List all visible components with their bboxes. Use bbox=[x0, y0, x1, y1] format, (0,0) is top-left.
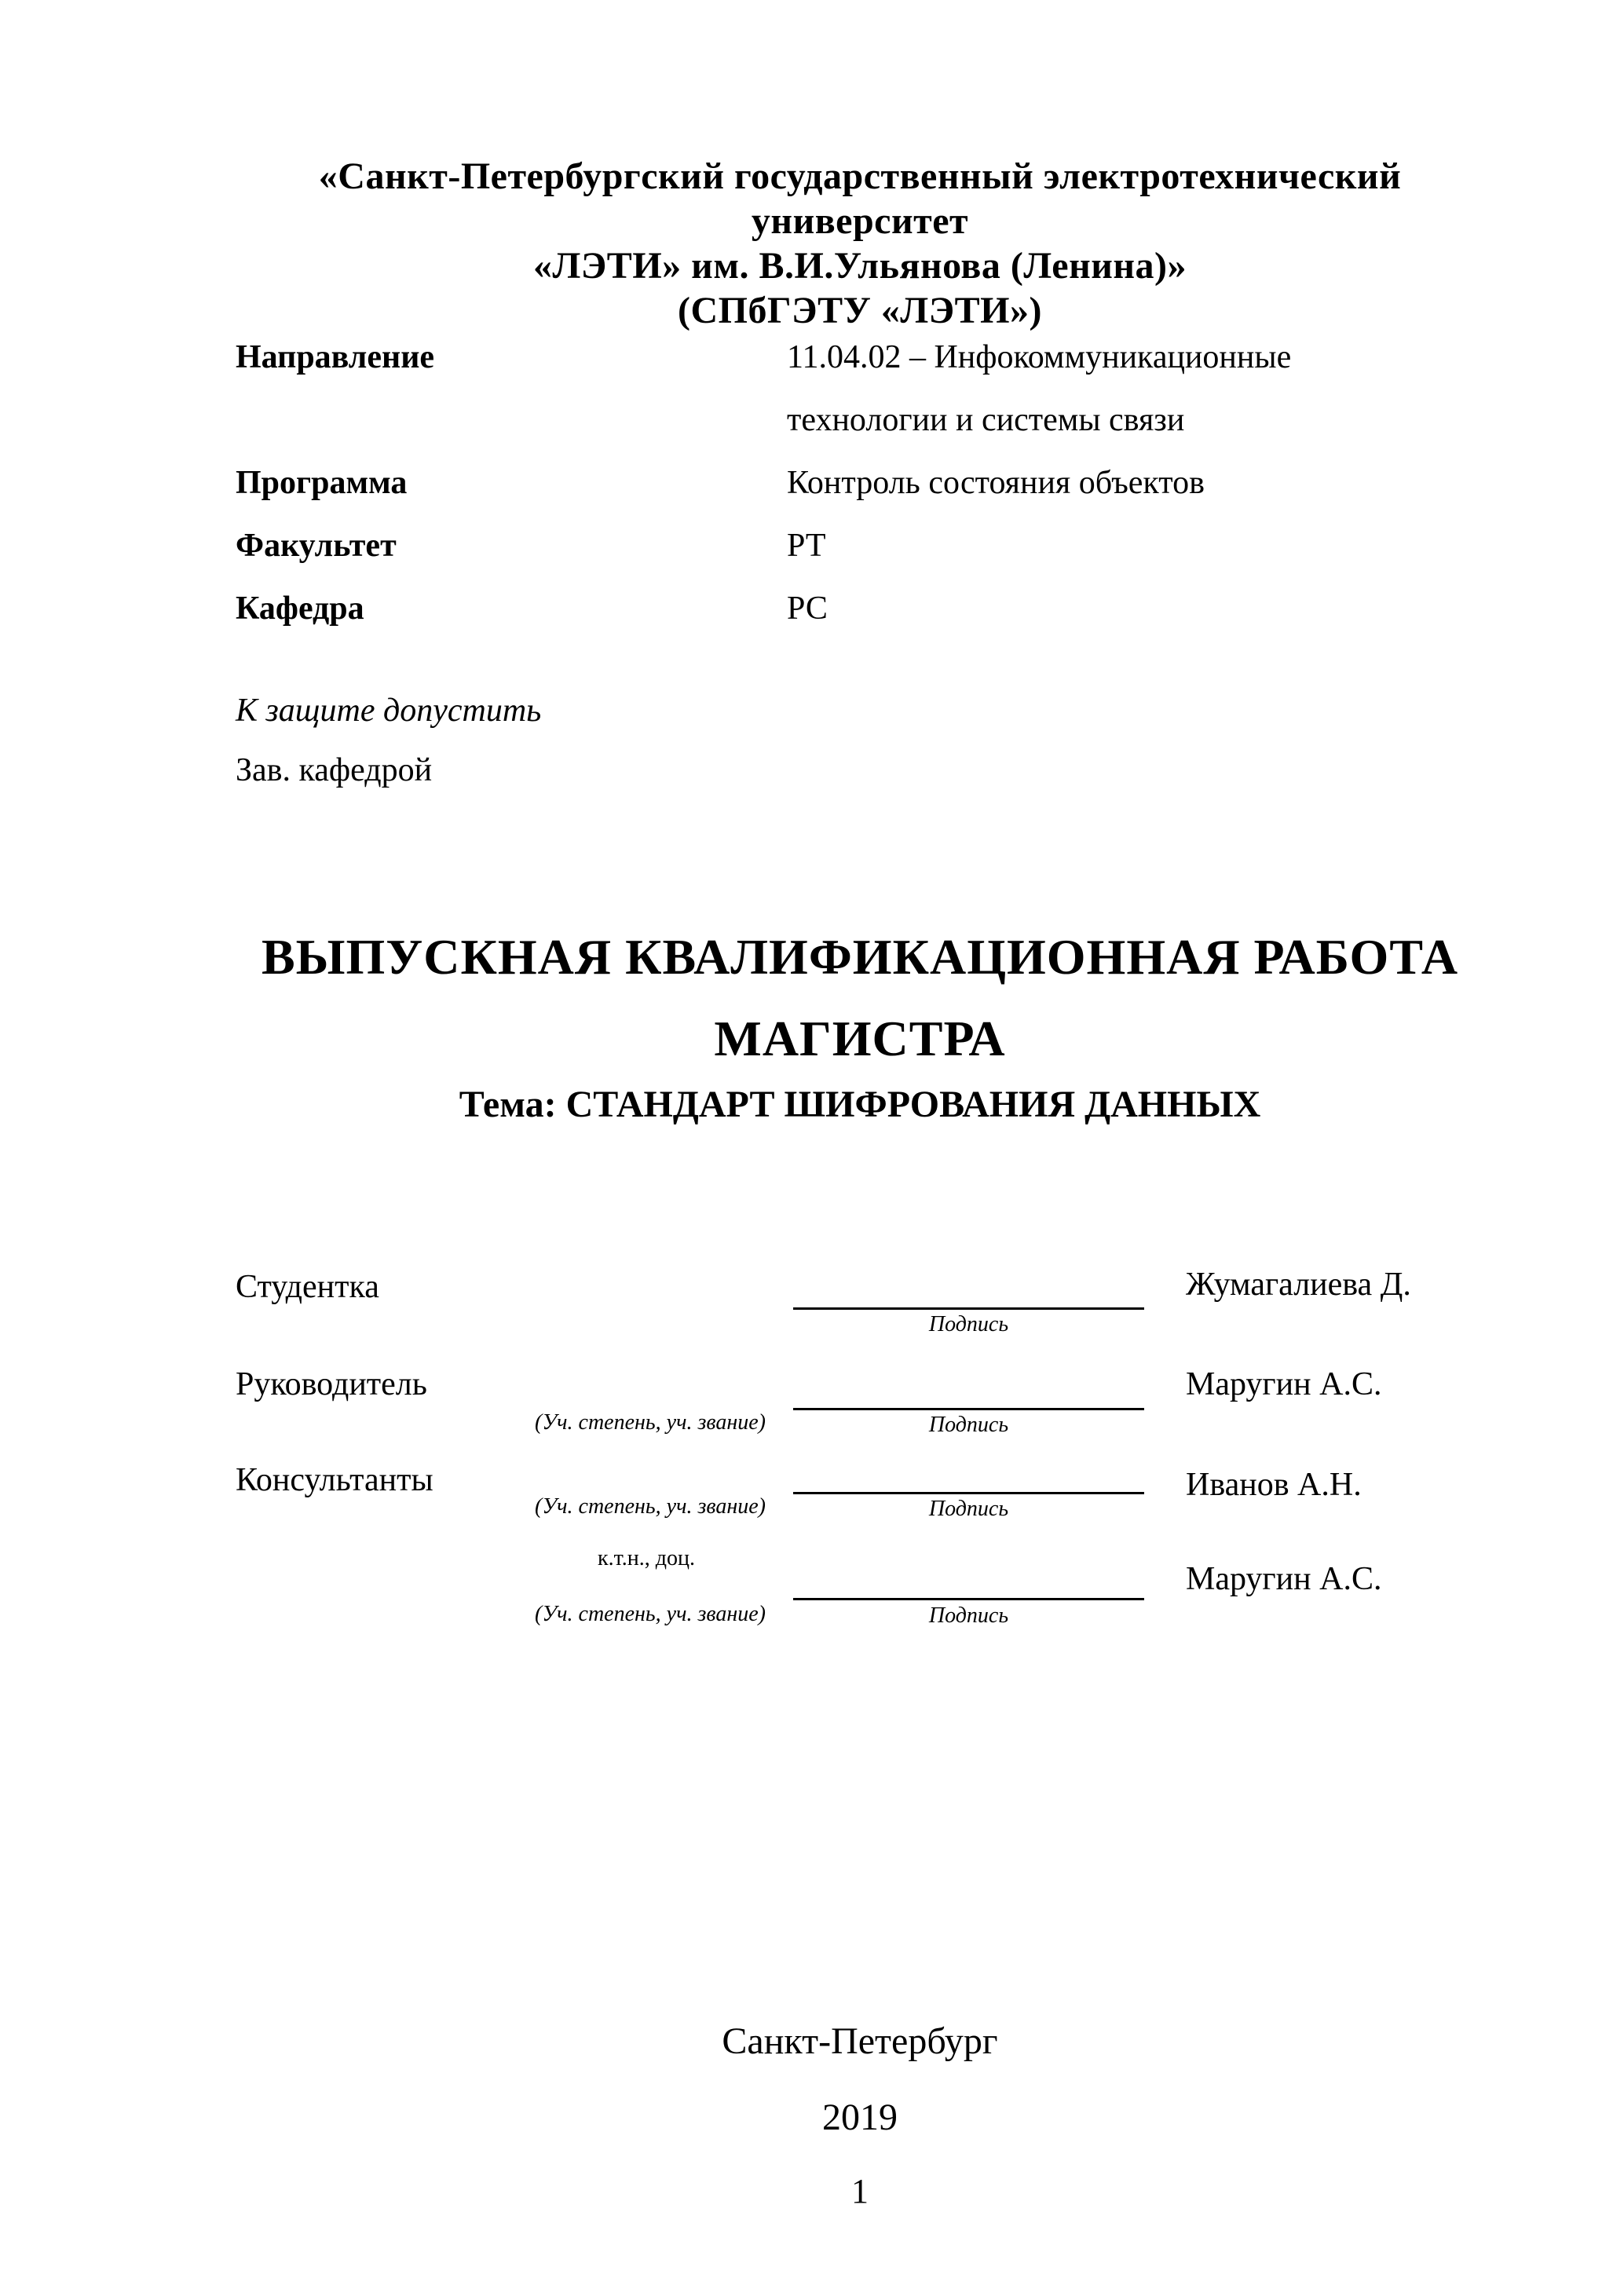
signature-caption-supervisor: Подпись bbox=[928, 1413, 1009, 1437]
document-title-line-1: ВЫПУСКНАЯ КВАЛИФИКАЦИОННАЯ РАБОТА bbox=[261, 929, 1459, 985]
role-label-consultants: Консультанты bbox=[236, 1462, 433, 1498]
field-label-direction: Направление bbox=[236, 339, 435, 375]
field-value-direction-line-1: 11.04.02 – Инфокоммуникационные bbox=[787, 339, 1292, 375]
role-label-supervisor: Руководитель bbox=[236, 1366, 427, 1402]
degree-caption-supervisor: (Уч. степень, уч. звание) bbox=[535, 1410, 766, 1435]
degree-caption-consultant-1: (Уч. степень, уч. звание) bbox=[535, 1494, 766, 1519]
department-head-label: Зав. кафедрой bbox=[236, 752, 433, 788]
signatory-name-student: Жумагалиева Д. bbox=[1186, 1267, 1411, 1303]
signature-caption-consultant-1: Подпись bbox=[928, 1497, 1009, 1521]
page-number: 1 bbox=[851, 2172, 869, 2210]
field-value-direction-line-2: технологии и системы связи bbox=[787, 402, 1185, 438]
field-label-faculty: Факультет bbox=[236, 528, 397, 564]
university-name-line-1: «Санкт-Петербургский государственный электротехнический университет bbox=[318, 155, 1402, 242]
role-label-student: Студентка bbox=[236, 1269, 379, 1305]
signature-caption-student: Подпись bbox=[928, 1312, 1009, 1336]
footer-city: Санкт-Петербург bbox=[722, 2020, 998, 2062]
document-theme: Тема: СТАНДАРТ ШИФРОВАНИЯ ДАННЫХ bbox=[459, 1084, 1261, 1125]
field-label-department: Кафедра bbox=[236, 590, 364, 627]
signature-line-student bbox=[793, 1307, 1144, 1310]
signatory-name-consultant-2: Маругин А.С. bbox=[1186, 1561, 1382, 1597]
field-value-department: РС bbox=[787, 590, 828, 627]
university-name-line-3: (СПбГЭТУ «ЛЭТИ») bbox=[678, 290, 1042, 331]
signature-line-supervisor bbox=[793, 1408, 1144, 1410]
footer-year: 2019 bbox=[822, 2097, 898, 2138]
signatory-name-consultant-1: Иванов А.Н. bbox=[1186, 1467, 1362, 1503]
degree-value-consultant-2: к.т.н., доц. bbox=[598, 1546, 695, 1570]
signature-line-consultant-1 bbox=[793, 1492, 1144, 1494]
page-content bbox=[236, 0, 1484, 2296]
field-label-program: Программа bbox=[236, 465, 408, 501]
field-value-faculty: РТ bbox=[787, 528, 826, 564]
signature-caption-consultant-2: Подпись bbox=[928, 1603, 1009, 1628]
signature-line-consultant-2 bbox=[793, 1598, 1144, 1600]
document-title-line-2: МАГИСТРА bbox=[714, 1011, 1006, 1066]
field-value-program: Контроль состояния объектов bbox=[787, 465, 1205, 501]
degree-caption-consultant-2: (Уч. степень, уч. звание) bbox=[535, 1602, 766, 1626]
signatory-name-supervisor: Маругин А.С. bbox=[1186, 1366, 1382, 1402]
signatures-section bbox=[236, 0, 1484, 2296]
university-name-line-2: «ЛЭТИ» им. В.И.Ульянова (Ленина)» bbox=[532, 245, 1187, 287]
admission-statement: К защите допустить bbox=[236, 693, 542, 729]
